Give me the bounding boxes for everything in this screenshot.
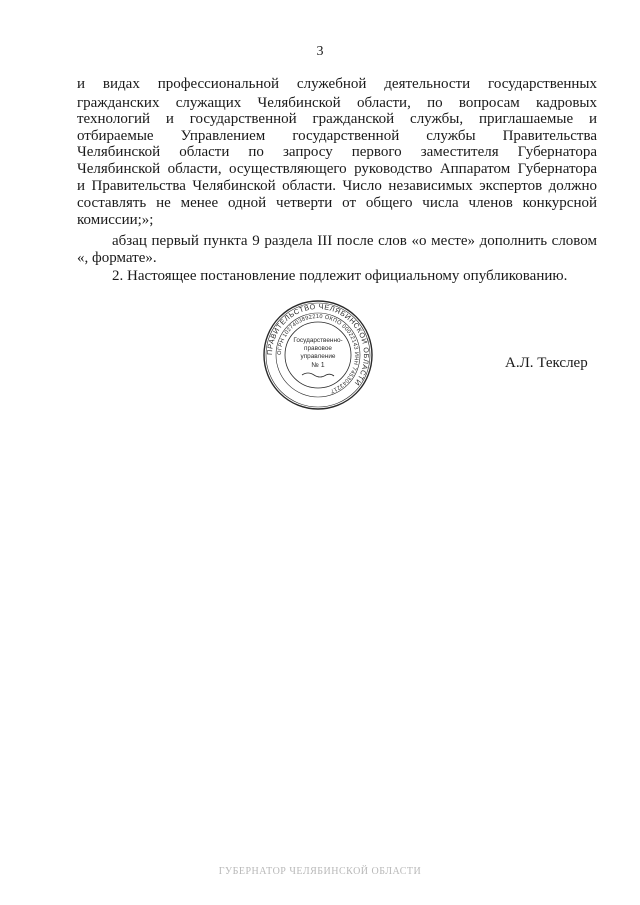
- seal-center-line-2: правовое: [304, 345, 332, 352]
- body-line-1: и видах профессиональной служебной деятельности государственных: [77, 76, 597, 92]
- signatory-name: А.Л. Текслер: [505, 355, 588, 371]
- seal-inner-text: ОГРН 1027403892210 ОКПО 00022143 ИНН 7453043217: [276, 313, 360, 394]
- body-line-10: абзац первый пункта 9 раздела III после слов «о месте» дополнить словом: [112, 233, 597, 249]
- seal-center-line-4: № 1: [311, 362, 325, 369]
- body-line-6: Челябинской области, осуществляющего руководство Аппаратом Губернатора: [77, 161, 597, 177]
- official-seal: [262, 299, 374, 411]
- footer-watermark: ГУБЕРНАТОР ЧЕЛЯБИНСКОЙ ОБЛАСТИ: [218, 866, 422, 877]
- body-line-11: «, формате».: [77, 250, 157, 266]
- body-line-8: составлять не менее одной четверти от общего числа членов конкурсной: [77, 195, 597, 211]
- body-line-9: комиссии;»;: [77, 212, 154, 228]
- body-line-3: технологий и государственной гражданской службы, приглашаемые и: [77, 111, 597, 127]
- body-line-5: Челябинской области по запросу первого заместителя Губернатора: [77, 144, 597, 160]
- body-line-12: 2. Настоящее постановление подлежит официальному опубликованию.: [112, 268, 568, 284]
- body-line-2: гражданских служащих Челябинской области, по вопросам кадровых: [77, 95, 597, 111]
- seal-center-line-3: управление: [300, 353, 336, 360]
- seal-outer-text: ПРАВИТЕЛЬСТВО ЧЕЛЯБИНСКОЙ ОБЛАСТИ: [264, 301, 372, 388]
- seal-center-line-1: Государственно-: [293, 337, 343, 344]
- body-line-7: и Правительства Челябинской области. Число независимых экспертов должно: [77, 178, 597, 194]
- page-number: 3: [316, 44, 324, 59]
- seal-scribble: [302, 373, 334, 377]
- body-line-4: отбираемые Управлением государственной службы Правительства: [77, 128, 597, 144]
